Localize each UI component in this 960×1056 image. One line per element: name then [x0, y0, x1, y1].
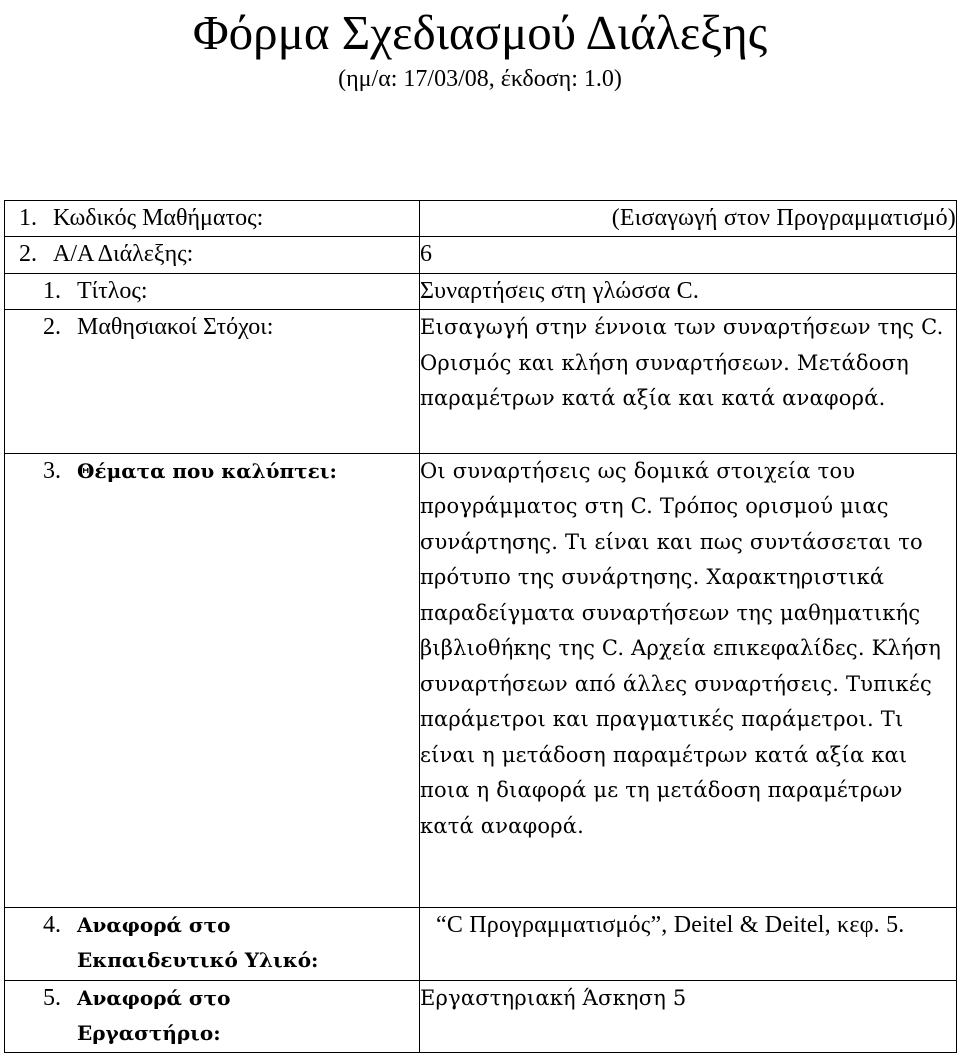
label-cell — [5, 273, 420, 309]
table-row-topics — [5, 453, 957, 908]
row-number: 3. — [43, 457, 61, 484]
row-label: Α/Α Διάλεξης: — [53, 241, 194, 268]
label-cell — [5, 453, 420, 908]
row-label: Τίτλος: — [77, 277, 148, 304]
lecture-form-table — [4, 200, 957, 1053]
table-row-lab — [5, 981, 957, 1053]
table-row-title — [5, 273, 957, 309]
page-subtitle: (ημ/α: 17/03/08, έκδοση: 1.0) — [338, 66, 622, 92]
material-value: “C Προγραμματισμός”, Deitel & Deitel, κεφ. 5. — [420, 908, 957, 981]
course-code-value: (Εισαγωγή στον Προγραμματισμό) — [420, 201, 957, 237]
title-value: Συναρτήσεις στη γλώσσα C. — [420, 273, 957, 309]
row-number: 4. — [43, 912, 61, 939]
lecture-number-value: 6 — [420, 237, 957, 273]
row-label-line2: Εκπαιδευτικό Υλικό: — [77, 948, 319, 973]
row-label-line1: Αναφορά στο — [77, 986, 231, 1011]
label-cell — [5, 908, 420, 981]
row-label: Μαθησιακοί Στόχοι: — [77, 314, 274, 341]
table-row-material — [5, 908, 957, 981]
label-cell — [5, 310, 420, 454]
table-row-course-code — [5, 201, 957, 237]
row-number: 5. — [43, 985, 61, 1012]
lab-value: Εργαστηριακή Άσκηση 5 — [420, 981, 957, 1053]
label-cell — [5, 981, 420, 1053]
page-title: Φόρμα Σχεδιασμού Διάλεξης — [192, 5, 768, 60]
row-number: 2. — [43, 314, 61, 341]
row-number: 2. — [19, 241, 37, 268]
row-number: 1. — [19, 205, 37, 231]
topics-value: Οι συναρτήσεις ως δομικά στοιχεία του προγράμματος στη C. Τρόπος ορισμού μιας συνάρτησης. Τι είναι και πως συντάσσεται το πρότυπο της συνάρτησης. Χαρακτηριστικά παραδείγματα συναρτήσεων της μαθηματικής βιβλιοθήκης της C. Αρχεία επικεφαλίδες. Κλήση συναρτήσεων από άλλες συναρτήσεις. Τυπικές παράμετροι και πραγματικές παράμετροι. Τι είναι η μετάδοση παραμέτρων κατά αξία και ποια η διαφορά με τη μετάδοση παραμέτρων κατά αναφορά. — [420, 453, 957, 908]
table-row-objectives — [5, 310, 957, 454]
objectives-value: Εισαγωγή στην έννοια των συναρτήσεων της C. Ορισμός και κλήση συναρτήσεων. Μετάδοση παραμέτρων κατά αξία και κατά αναφορά. — [420, 310, 957, 454]
row-label-line2: Εργαστήριο: — [77, 1021, 221, 1046]
row-label: Κωδικός Μαθήματος: — [53, 205, 264, 231]
label-cell — [5, 237, 420, 273]
row-label-line1: Αναφορά στο — [77, 913, 231, 938]
label-cell — [5, 201, 420, 237]
table-row-lecture-number — [5, 237, 957, 273]
row-number: 1. — [43, 277, 61, 304]
row-label: Θέματα που καλύπτει: — [77, 458, 337, 483]
